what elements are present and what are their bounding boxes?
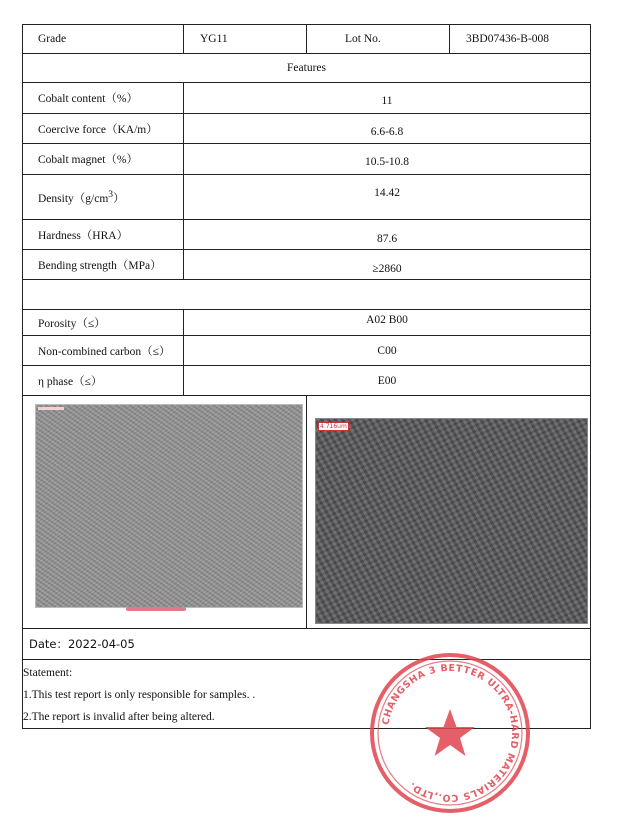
structure-label: Non-combined carbon（≤） xyxy=(23,336,184,366)
scale-bar xyxy=(38,407,64,410)
statement-line-2: 2.The report is invalid after being altered. xyxy=(23,711,215,723)
feature-row xyxy=(23,144,591,175)
grade-value: YG11 xyxy=(184,25,307,54)
feature-row xyxy=(23,175,591,220)
feature-label: Bending strength（MPa） xyxy=(23,250,184,280)
feature-value: ≥2860 xyxy=(184,250,591,280)
structure-row xyxy=(23,366,591,396)
feature-value: 14.42 xyxy=(184,175,591,220)
micrograph-cell-left xyxy=(23,396,307,629)
seal-star xyxy=(425,709,475,756)
micrograph-cell-right xyxy=(307,396,591,629)
features-heading-row xyxy=(23,54,591,83)
features-heading: Features xyxy=(23,54,591,83)
grade-label: Grade xyxy=(23,25,184,54)
density-label: Density（g/cm xyxy=(38,192,109,205)
structure-value: E00 xyxy=(184,366,591,396)
feature-row xyxy=(23,83,591,114)
empty-cell xyxy=(23,280,591,310)
report-table xyxy=(22,24,591,729)
lot-value: 3BD07436-B-008 xyxy=(450,25,591,54)
structure-value: A02 B00 xyxy=(184,310,591,336)
feature-label: Coercive force（KA/m） xyxy=(23,114,184,144)
density-label-tail: ） xyxy=(113,192,125,205)
statement-line-1: 1.This test report is only responsible for samples. . xyxy=(23,689,256,701)
seal-text-en: CHANGSHA 3 BETTER ULTRA-HARD MATERIALS CO.,LTD. xyxy=(380,662,521,804)
header-row xyxy=(23,25,591,54)
structure-row xyxy=(23,336,591,366)
scale-label: 4.716um xyxy=(320,423,347,430)
feature-value: 11 xyxy=(184,83,591,114)
micrograph-row xyxy=(23,396,591,629)
feature-row xyxy=(23,114,591,144)
structure-row xyxy=(23,310,591,336)
structure-label: Porosity（≤） xyxy=(23,310,184,336)
feature-value: 10.5-10.8 xyxy=(184,144,591,175)
feature-label xyxy=(23,175,184,220)
feature-row xyxy=(23,250,591,280)
test-report-sheet xyxy=(22,24,590,722)
structure-label: η phase（≤） xyxy=(23,366,184,396)
date-text: Date：2022-04-05 xyxy=(23,629,591,660)
feature-value: 87.6 xyxy=(184,220,591,250)
image-marker xyxy=(126,607,186,611)
density-sup: 3 xyxy=(108,188,114,200)
feature-value: 6.6-6.8 xyxy=(184,114,591,144)
microstructure-image-left xyxy=(35,404,303,608)
feature-label: Hardness（HRA） xyxy=(23,220,184,250)
microstructure-image-right xyxy=(315,418,588,624)
statement-title: Statement: xyxy=(23,667,73,679)
lot-label: Lot No. xyxy=(307,25,450,54)
feature-label: Cobalt content（%） xyxy=(23,83,184,114)
company-seal-stamp xyxy=(368,651,532,815)
structure-value: C00 xyxy=(184,336,591,366)
feature-label: Cobalt magnet（%） xyxy=(23,144,184,175)
spacer-row xyxy=(23,280,591,310)
feature-row xyxy=(23,220,591,250)
